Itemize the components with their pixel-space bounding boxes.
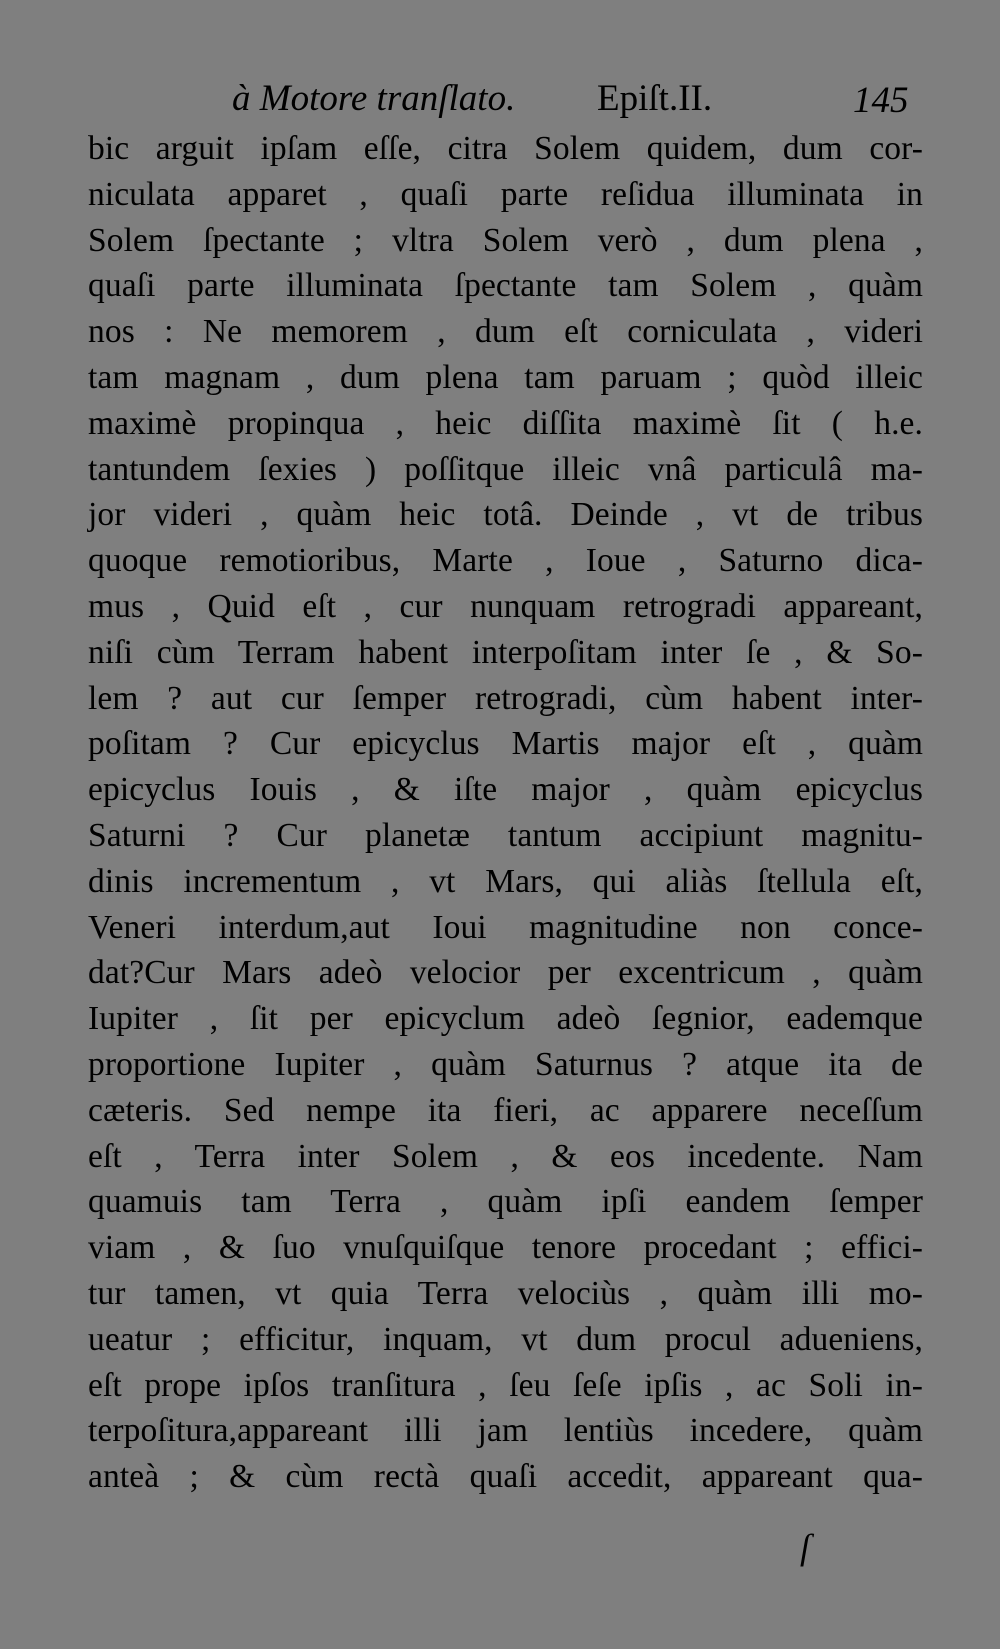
text-line: dinis incrementum , vt Mars, qui aliàs ſtellula eſt, [88, 862, 923, 900]
text-line: poſitam ? Cur epicyclus Martis major eſt , quàm [88, 725, 923, 763]
text-line: tur tamen, vt quia Terra velociùs , quàm illi mo- [88, 1274, 923, 1312]
text-line: epicyclus Iouis , & iſte major , quàm epicyclus [88, 771, 923, 809]
running-head [0, 74, 1000, 124]
text-line: niſi cùm Terram habent interpoſitam inter ſe , & So- [88, 633, 923, 671]
epistle-label: Epiſt.II. [597, 78, 713, 119]
text-line: quoque remotioribus, Marte , Ioue , Saturno dica- [88, 542, 923, 580]
text-line: tam magnam , dum plena tam paruam ; quòd illeic [88, 358, 923, 396]
text-line: cæteris. Sed nempe ita fieri, ac apparere neceſſum [88, 1091, 923, 1129]
text-line: mus , Quid eſt , cur nunquam retrogradi appareant, [88, 587, 923, 625]
text-line: Veneri interdum,aut Ioui magnitudine non conce- [88, 908, 923, 946]
text-line: maximè propinqua , heic diſſita maximè ſit ( h.e. [88, 404, 923, 442]
text-line: Solem ſpectante ; vltra Solem verò , dum plena , [88, 221, 923, 259]
text-line: ueatur ; efficitur, inquam, vt dum procul adueniens, [88, 1320, 923, 1358]
text-line: eſt prope ipſos tranſitura , ſeu ſeſe ipſis , ac Soli in- [88, 1366, 923, 1404]
text-line: Saturni ? Cur planetæ tantum accipiunt magnitu- [88, 816, 923, 854]
page-number: 145 [853, 80, 909, 121]
text-line: eſt , Terra inter Solem , & eos incedente. Nam [88, 1137, 923, 1175]
catchword: ſ [800, 1527, 811, 1567]
text-line: quaſi parte illuminata ſpectante tam Solem , quàm [88, 267, 923, 305]
text-line: niculata apparet , quaſi parte reſidua illuminata in [88, 175, 923, 213]
text-line: bic arguit ipſam eſſe, citra Solem quidem, dum cor- [88, 130, 923, 167]
text-line: terpoſitura,appareant illi jam lentiùs incedere, quàm [88, 1412, 923, 1450]
text-line: nos : Ne memorem , dum eſt corniculata , videri [88, 313, 923, 351]
running-title: à Motore tranſlato. [232, 78, 516, 119]
text-line: proportione Iupiter , quàm Saturnus ? atque ita de [88, 1045, 923, 1083]
text-line: lem ? aut cur ſemper retrogradi, cùm habent inter- [88, 679, 923, 717]
text-line: viam , & ſuo vnuſquiſque tenore procedant ; effici- [88, 1229, 923, 1267]
text-line: quamuis tam Terra , quàm ipſi eandem ſemper [88, 1183, 923, 1221]
text-line: Iupiter , ſit per epicyclum adeò ſegnior, eademque [88, 1000, 923, 1038]
text-line: jor videri , quàm heic totâ. Deinde , vt de tribus [88, 496, 923, 534]
text-line: dat?Cur Mars adeò velocior per excentricum , quàm [88, 954, 923, 992]
text-line: anteà ; & cùm rectà quaſi accedit, appareant qua- [88, 1458, 923, 1496]
body-text [88, 126, 923, 1500]
text-line: tantundem ſexies ) poſſitque illeic vnâ particulâ ma- [88, 450, 923, 488]
